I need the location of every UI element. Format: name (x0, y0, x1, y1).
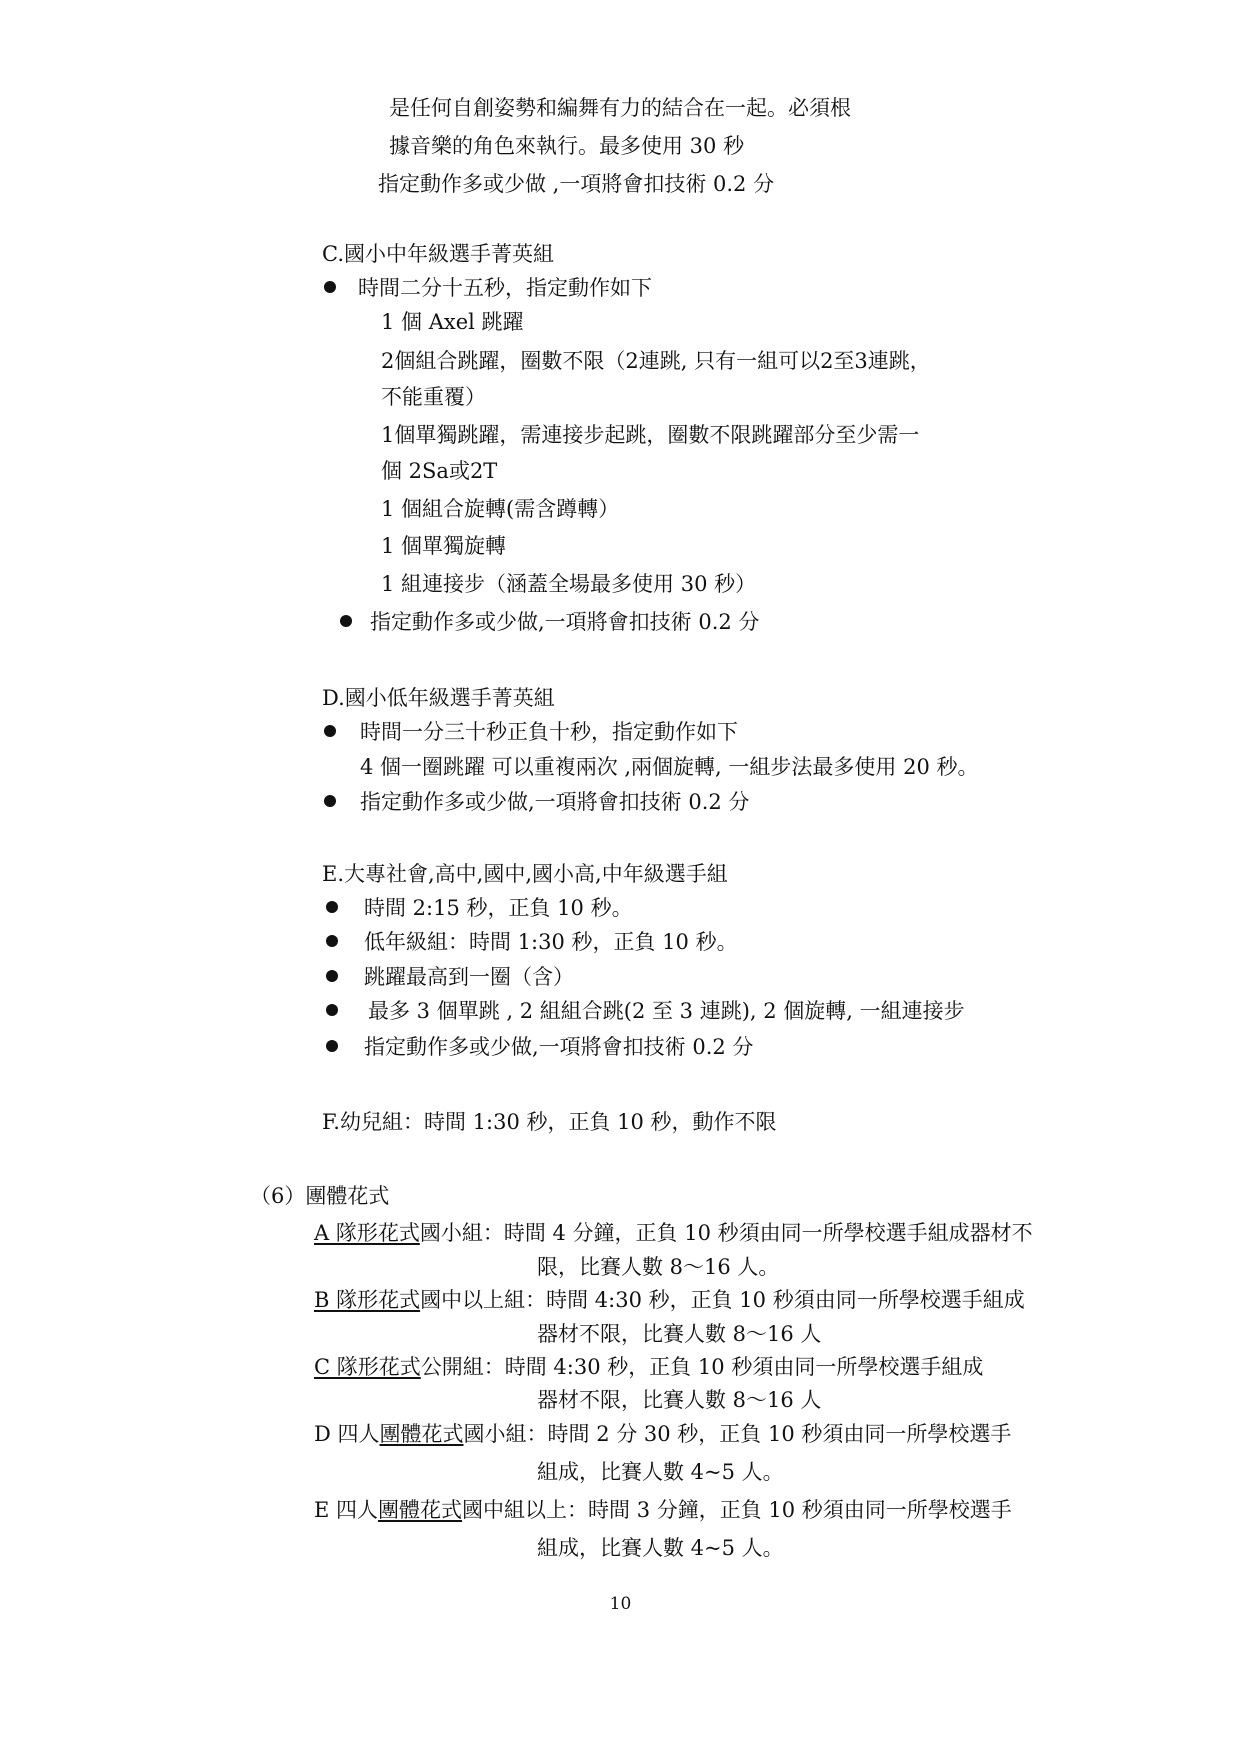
bullet-icon (324, 795, 336, 807)
team-item-cont: 組成，比賽人數 4~5 人。 (537, 1536, 784, 1560)
team-item-text: 國小組：時間 4 分鐘，正負 10 秒須由同一所學校選手組成器材不 (419, 1221, 1033, 1245)
team-item-text: 國中以上組：時間 4:30 秒，正負 10 秒須由同一所學校選手組成 (420, 1288, 1025, 1312)
section-c-bullet: 指定動作多或少做,一項將會扣技術 0.2 分 (370, 610, 760, 634)
section-e-title: E.大專社會,高中,國中,國小高,中年級選手組 (322, 862, 728, 886)
team-item-prefix: E 四人 (314, 1498, 379, 1522)
bullet-icon (326, 970, 338, 982)
section-d-bullet: 指定動作多或少做,一項將會扣技術 0.2 分 (360, 790, 750, 814)
list-item: 2個組合跳躍，圈數不限（2連跳, 只有一組可以2至3連跳， (381, 349, 931, 373)
team-item-label: C 隊形花式 (314, 1355, 421, 1379)
page-number: 10 (609, 1594, 632, 1614)
bullet-icon (340, 615, 352, 627)
bullet-icon (326, 935, 338, 947)
section-e-bullet: 時間 2:15 秒，正負 10 秒。 (364, 896, 633, 920)
team-item-cont: 限，比賽人數 8～16 人。 (537, 1255, 780, 1279)
team-item-cont: 器材不限，比賽人數 8～16 人 (537, 1388, 822, 1412)
section-d-sub: 4 個一圈跳躍 可以重複兩次 ,兩個旋轉, 一組步法最多使用 20 秒。 (360, 755, 979, 779)
text-line: 指定動作多或少做 ,一項將會扣技術 0.2 分 (378, 172, 775, 196)
team-item-label: 團體花式 (379, 1422, 464, 1446)
bullet-icon (326, 901, 338, 913)
list-item: 1個單獨跳躍，需連接步起跳，圈數不限跳躍部分至少需一 (381, 423, 920, 447)
team-item-cont: 組成，比賽人數 4~5 人。 (537, 1460, 784, 1484)
list-item: 1 組連接步（涵蓋全場最多使用 30 秒） (381, 572, 757, 596)
section-e-bullet: 低年級組：時間 1:30 秒，正負 10 秒。 (364, 930, 738, 954)
team-item-d (314, 1420, 1011, 1448)
bullet-icon (324, 281, 336, 293)
section-c-title: C.國小中年級選手菁英組 (322, 242, 554, 266)
team-item-e (314, 1496, 1012, 1524)
section-e-bullet: 指定動作多或少做,一項將會扣技術 0.2 分 (364, 1035, 754, 1059)
team-item-text: 國中組以上：時間 3 分鐘，正負 10 秒須由同一所學校選手 (462, 1498, 1012, 1522)
text-line: 是任何自創姿勢和編舞有力的結合在一起。必須根 (389, 96, 851, 120)
list-item: 1 個單獨旋轉 (381, 534, 507, 558)
team-item-cont: 器材不限，比賽人數 8～16 人 (537, 1322, 822, 1346)
section-e-bullet: 跳躍最高到一圈（含） (364, 965, 574, 989)
team-item-label: 團體花式 (378, 1498, 463, 1522)
team-item-a (314, 1219, 1033, 1247)
list-item: 1 個 Axel 跳躍 (381, 310, 524, 334)
team-item-b (314, 1286, 1025, 1314)
section-f-title: F.幼兒組：時間 1:30 秒，正負 10 秒，動作不限 (322, 1110, 777, 1134)
team-item-text: 國小組：時間 2 分 30 秒，正負 10 秒須由同一所學校選手 (463, 1422, 1012, 1446)
team-item-c (314, 1353, 983, 1381)
section-c-bullet: 時間二分十五秒，指定動作如下 (358, 276, 652, 300)
section-d-title: D.國小低年級選手菁英組 (322, 686, 555, 710)
team-item-label: A 隊形花式 (314, 1221, 420, 1245)
list-item: 不能重覆） (381, 385, 486, 409)
section-6-heading: （6）團體花式 (250, 1184, 390, 1208)
bullet-icon (324, 725, 336, 737)
section-e-bullet: 最多 3 個單跳 , 2 組組合跳(2 至 3 連跳), 2 個旋轉, 一組連接步 (368, 999, 965, 1023)
bullet-icon (326, 1040, 338, 1052)
team-item-label: B 隊形花式 (314, 1288, 421, 1312)
list-item: 個 2Sa或2T (381, 459, 498, 483)
team-item-text: 公開組：時間 4:30 秒，正負 10 秒須由同一所學校選手組成 (420, 1355, 984, 1379)
list-item: 1 個組合旋轉(需含蹲轉） (381, 497, 620, 521)
section-d-bullet: 時間一分三十秒正負十秒，指定動作如下 (360, 720, 738, 744)
bullet-icon (326, 1004, 338, 1016)
text-line: 據音樂的角色來執行。最多使用 30 秒 (389, 134, 745, 158)
team-item-prefix: D 四人 (314, 1422, 380, 1446)
